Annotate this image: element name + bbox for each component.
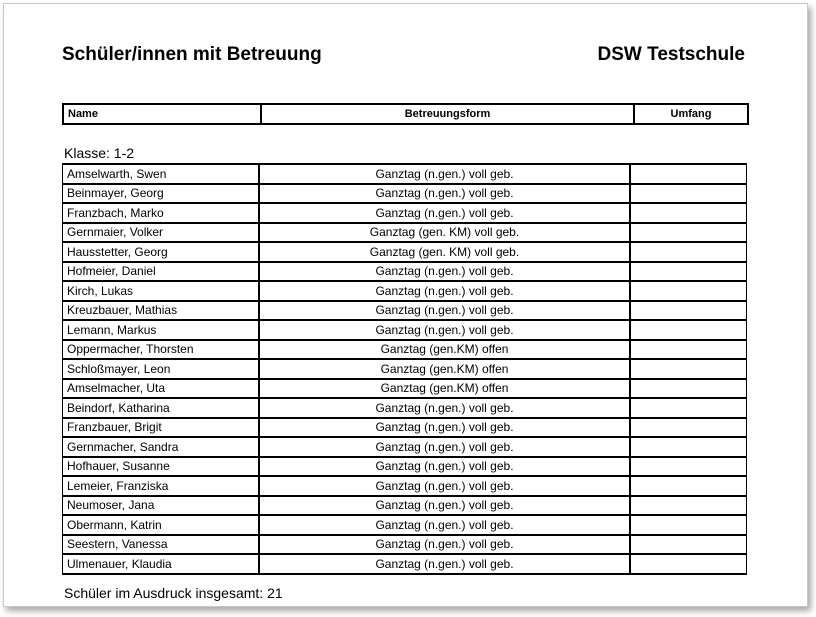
table-row bbox=[62, 536, 747, 556]
scope-cell bbox=[631, 438, 747, 456]
column-header-form: Betreuungsform bbox=[262, 105, 635, 123]
scope-cell bbox=[631, 282, 747, 300]
student-table bbox=[62, 163, 747, 575]
scope-cell bbox=[631, 360, 747, 378]
table-row bbox=[62, 516, 747, 536]
student-name-cell: Schloßmayer, Leon bbox=[62, 360, 260, 378]
scope-cell bbox=[631, 341, 747, 359]
care-form-cell: Ganztag (gen.KM) offen bbox=[260, 380, 631, 398]
table-row bbox=[62, 243, 747, 263]
scope-cell bbox=[631, 477, 747, 495]
table-row bbox=[62, 165, 747, 185]
care-form-cell: Ganztag (n.gen.) voll geb. bbox=[260, 536, 631, 554]
table-row bbox=[62, 224, 747, 244]
student-name-cell: Ulmenauer, Klaudia bbox=[62, 555, 260, 573]
school-name: DSW Testschule bbox=[597, 44, 745, 65]
table-row bbox=[62, 263, 747, 283]
table-row bbox=[62, 419, 747, 439]
care-form-cell: Ganztag (n.gen.) voll geb. bbox=[260, 282, 631, 300]
care-form-cell: Ganztag (n.gen.) voll geb. bbox=[260, 497, 631, 515]
column-header-row bbox=[62, 103, 749, 125]
report-page bbox=[3, 3, 808, 607]
scope-cell bbox=[631, 321, 747, 339]
scope-cell bbox=[631, 458, 747, 476]
total-count: Schüler im Ausdruck insgesamt: 21 bbox=[64, 585, 283, 601]
table-row bbox=[62, 497, 747, 517]
student-name-cell: Amselmacher, Uta bbox=[62, 380, 260, 398]
table-row bbox=[62, 321, 747, 341]
scope-cell bbox=[631, 497, 747, 515]
care-form-cell: Ganztag (n.gen.) voll geb. bbox=[260, 458, 631, 476]
table-row bbox=[62, 477, 747, 497]
scope-cell bbox=[631, 380, 747, 398]
student-name-cell: Beinmayer, Georg bbox=[62, 185, 260, 203]
student-name-cell: Oppermacher, Thorsten bbox=[62, 341, 260, 359]
student-name-cell: Lemeier, Franziska bbox=[62, 477, 260, 495]
student-name-cell: Neumoser, Jana bbox=[62, 497, 260, 515]
scope-cell bbox=[631, 185, 747, 203]
table-row bbox=[62, 438, 747, 458]
care-form-cell: Ganztag (n.gen.) voll geb. bbox=[260, 477, 631, 495]
column-header-name: Name bbox=[64, 105, 262, 123]
student-name-cell: Franzbauer, Brigit bbox=[62, 419, 260, 437]
table-row bbox=[62, 380, 747, 400]
student-name-cell: Franzbach, Marko bbox=[62, 204, 260, 222]
scope-cell bbox=[631, 204, 747, 222]
scope-cell bbox=[631, 419, 747, 437]
care-form-cell: Ganztag (gen.KM) offen bbox=[260, 341, 631, 359]
table-row bbox=[62, 399, 747, 419]
scope-cell bbox=[631, 263, 747, 281]
care-form-cell: Ganztag (n.gen.) voll geb. bbox=[260, 555, 631, 573]
student-name-cell: Gernmaier, Volker bbox=[62, 224, 260, 242]
table-row bbox=[62, 302, 747, 322]
care-form-cell: Ganztag (n.gen.) voll geb. bbox=[260, 321, 631, 339]
scope-cell bbox=[631, 536, 747, 554]
scope-cell bbox=[631, 555, 747, 573]
student-name-cell: Lemann, Markus bbox=[62, 321, 260, 339]
care-form-cell: Ganztag (n.gen.) voll geb. bbox=[260, 438, 631, 456]
report-title: Schüler/innen mit Betreuung bbox=[62, 44, 322, 65]
scope-cell bbox=[631, 224, 747, 242]
scope-cell bbox=[631, 399, 747, 417]
table-row bbox=[62, 204, 747, 224]
student-name-cell: Hofhauer, Susanne bbox=[62, 458, 260, 476]
care-form-cell: Ganztag (n.gen.) voll geb. bbox=[260, 419, 631, 437]
scope-cell bbox=[631, 243, 747, 261]
care-form-cell: Ganztag (gen. KM) voll geb. bbox=[260, 243, 631, 261]
care-form-cell: Ganztag (n.gen.) voll geb. bbox=[260, 302, 631, 320]
student-name-cell: Hausstetter, Georg bbox=[62, 243, 260, 261]
student-name-cell: Kirch, Lukas bbox=[62, 282, 260, 300]
care-form-cell: Ganztag (n.gen.) voll geb. bbox=[260, 204, 631, 222]
care-form-cell: Ganztag (n.gen.) voll geb. bbox=[260, 185, 631, 203]
care-form-cell: Ganztag (n.gen.) voll geb. bbox=[260, 263, 631, 281]
student-name-cell: Hofmeier, Daniel bbox=[62, 263, 260, 281]
student-name-cell: Beindorf, Katharina bbox=[62, 399, 260, 417]
scope-cell bbox=[631, 516, 747, 534]
table-row bbox=[62, 360, 747, 380]
care-form-cell: Ganztag (n.gen.) voll geb. bbox=[260, 165, 631, 183]
class-group-label: Klasse: 1-2 bbox=[64, 145, 135, 161]
student-name-cell: Gernmacher, Sandra bbox=[62, 438, 260, 456]
student-name-cell: Kreuzbauer, Mathias bbox=[62, 302, 260, 320]
table-row bbox=[62, 282, 747, 302]
table-row bbox=[62, 555, 747, 575]
care-form-cell: Ganztag (n.gen.) voll geb. bbox=[260, 516, 631, 534]
scope-cell bbox=[631, 165, 747, 183]
student-name-cell: Seestern, Vanessa bbox=[62, 536, 260, 554]
student-name-cell: Amselwarth, Swen bbox=[62, 165, 260, 183]
table-row bbox=[62, 458, 747, 478]
table-row bbox=[62, 185, 747, 205]
scope-cell bbox=[631, 302, 747, 320]
care-form-cell: Ganztag (gen.KM) offen bbox=[260, 360, 631, 378]
column-header-umfang: Umfang bbox=[670, 108, 712, 120]
care-form-cell: Ganztag (n.gen.) voll geb. bbox=[260, 399, 631, 417]
care-form-cell: Ganztag (gen. KM) voll geb. bbox=[260, 224, 631, 242]
student-name-cell: Obermann, Katrin bbox=[62, 516, 260, 534]
table-row bbox=[62, 341, 747, 361]
